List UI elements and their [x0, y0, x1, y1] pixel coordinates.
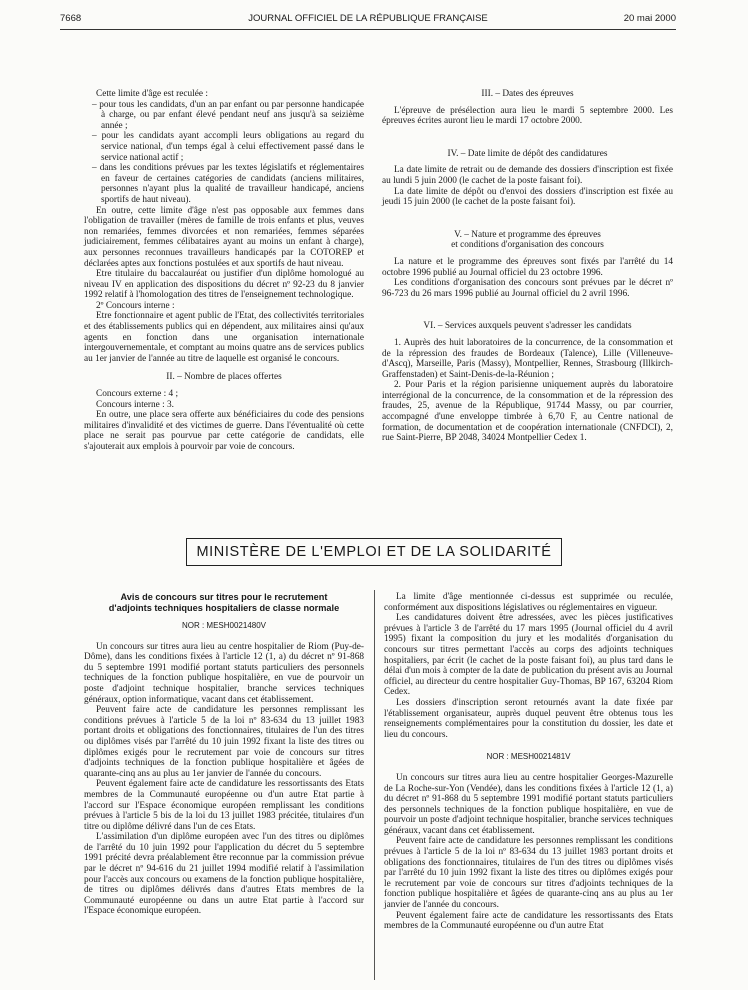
paragraph: Peuvent faire acte de candidature les personnes remplissant les conditions prévues à l'article 5 de la loi nº 83-634 du 13 juillet 1983 portant droits et obligations des fonctionnaires, titulaires de l'un des titres ou diplômes visés par l'arrêté du 10 juin 1992 fixant la liste des titres ou diplômes exigés pour le recrutement par voie de concours sur titres d'adjoints techniques de la fonction publique hospitalière et âgées de quarante-cinq ans au plus au 1er janvier de l'année du concours. [84, 705, 364, 779]
section-heading: IV. – Date limite de dépôt des candidatures [447, 148, 608, 159]
paragraph: Les dossiers d'inscription seront retournés avant la date fixée par l'établissement organisateur, auprès duquel peuvent être obtenus tous les renseignements complémentaires pour la constitution du dossier, les date et lieu du concours. [384, 697, 673, 740]
paragraph: Etre titulaire du baccalauréat ou justifier d'un diplôme homologué au niveau IV en application des dispositions du décret nº 92-23 du 8 janvier 1992 relatif à l'homologation des titres de l'enseignement technologique. [84, 269, 364, 301]
paragraph: L'épreuve de présélection aura lieu le mardi 5 septembre 2000. Les épreuves écrites auront lieu le mardi 17 octobre 2000. [382, 105, 673, 127]
list-item: – dans les conditions prévues par les textes législatifs et réglementaires en faveur de certaines catégories de candidats (anciens militaires, personnes n'ayant plus la qualité de travailleur handicapé, anciens sportifs de haut niveau). [92, 163, 364, 205]
nor-reference: NOR : MESH0021480V [181, 621, 267, 630]
top-left-column [84, 89, 364, 453]
section-heading: III. – Dates des épreuves [481, 89, 574, 99]
paragraph: Les candidatures doivent être adressées, avec les pièces justificatives prévues à l'article 3 de l'arrêté du 17 mars 1995 (Journal officiel du 4 avril 1995) fixant la composition du jury et les modalités d'organisation du concours sur titres permettant l'accès au corps des adjoints techniques hospitaliers, par écrit (le cachet de la poste faisant foi), au plus tard dans le délai d'un mois à compter de la date de publication du présent avis au Journal officiel, au directeur du centre hospitalier Guy-Thomas, BP 167, 63204 Riom Cedex. [384, 613, 673, 698]
bottom-right-column [384, 592, 673, 932]
section-heading: II. – Nombre de places offertes [166, 372, 282, 383]
paragraph: Concours externe : 4 ; [96, 389, 179, 400]
paragraph: Peuvent également faire acte de candidature les ressortissants des Etats membres de la Communauté européenne ou d'un autre Etat [384, 910, 673, 932]
paragraph: Un concours sur titres aura lieu au centre hospitalier Georges-Mazurelle de La Roche-sur-Yon (Vendée), dans les conditions fixées à l'article 12 (1, a) du décret nº 91-868 du 5 septembre 1991 modifié portant statuts particuliers des personnels techniques de la fonction publique hospitalière, en vue de pourvoir un poste d'adjoint technique hospitalier, branche services techniques généraux, vacant dans cet établissement. [384, 772, 673, 836]
page-header [60, 14, 676, 28]
top-right-column [382, 89, 673, 444]
notice-title: d'adjoints techniques hospitaliers de classe normale [108, 602, 340, 613]
section-heading: V. – Nature et programme des épreuves [454, 229, 601, 240]
ministry-title-box: MINISTÈRE DE L'EMPLOI ET DE LA SOLIDARITÉ [186, 538, 562, 566]
section-heading: et conditions d'organisation des concours [451, 240, 604, 251]
paragraph: L'assimilation d'un diplôme européen avec l'un des titres ou diplômes de l'arrêté du 10 juin 1992 pour l'application du décret du 5 septembre 1991 précité devra préalablement être reconnue par la commission prévue par le décret nº 94-616 du 21 juillet 1994 modifié relatif à l'assimilation pour l'accès aux concours ou examens de la fonction publique hospitalière, de titres ou diplômes délivrés dans d'autres Etats membres de la Communauté européenne ou dans un autre Etat partie à l'accord sur l'Espace économique européen. [84, 832, 364, 917]
paragraph: Les conditions d'organisation des concours sont prévues par le décret nº 96-723 du 26 mars 1996 publié au Journal officiel du 2 avril 1996. [382, 278, 673, 299]
paragraph: Concours interne : 3. [96, 399, 174, 410]
paragraph: En outre, cette limite d'âge n'est pas opposable aux femmes dans l'obligation de travailler (mères de famille de trois enfants et plus, veuves non remariées, femmes divorcées et non remariées, femmes séparées judiciairement, femmes célibataires ayant au moins un enfant à charge), aux personnes reconnues travailleurs handicapés par la COTOREP et déclarées aptes aux fonctions postulées et aux sportifs de haut niveau. [84, 205, 364, 269]
paragraph: 1. Auprès des huit laboratoires de la concurrence, de la consommation et de la répression des fraudes de Bordeaux (Talence), Lille (Villeneuve-d'Ascq), Marseille, Paris (Massy), Montpellier, Rennes, Strasbourg (Illkirch-Graffenstaden) et Saint-Denis-de-la-Réunion ; [382, 337, 673, 380]
paragraph: La date limite de retrait ou de demande des dossiers d'inscription est fixée au lundi 5 juin 2000 (le cachet de la poste faisant foi). [382, 165, 673, 186]
nor-reference: NOR : MESH0021481V [486, 752, 571, 762]
issue-date: 20 mai 2000 [623, 13, 676, 24]
paragraph: La nature et le programme des épreuves sont fixés par l'arrêté du 14 octobre 1996 publié au Journal officiel du 23 octobre 1996. [382, 256, 673, 278]
paragraph: Etre fonctionnaire et agent public de l'Etat, des collectivités territoriales et des établissements publics qui en dépendent, aux militaires ainsi qu'aux agents en fonction dans une organisation internationale intergouvernementale, et comptant au moins quatre ans de services publics au 1er janvier de l'année au titre de laquelle est organisé le concours. [84, 311, 364, 364]
bottom-left-column [84, 592, 364, 917]
paragraph: La date limite de dépôt ou d'envoi des dossiers d'inscription est fixée au jeudi 15 juin 2000 (le cachet de la poste faisant foi). [382, 186, 673, 208]
paragraph: En outre, une place sera offerte aux bénéficiaires du code des pensions militaires d'invalidité et des victimes de guerre. Dans l'éventualité où cette place ne serait pas pourvue par cette catégorie de candidats, elle s'ajouterait aux emplois à pourvoir par voie de concours. [84, 410, 364, 452]
list-item: – pour tous les candidats, d'un an par enfant ou par personne handicapée à charge, ou par enfant élevé pendant neuf ans jusqu'à sa seizième année ; [92, 99, 364, 131]
list-item: – pour les candidats ayant accompli leurs obligations au regard du service national, d'un temps égal à celui effectivement passé dans le service national actif ; [92, 131, 364, 163]
paragraph: Peuvent faire acte de candidature les personnes remplissant les conditions prévues à l'article 5 de la loi nº 83-634 du 13 juillet 1983 portant droits et obligations des fonctionnaires, titulaires de l'un des titres ou diplômes visés par l'arrêté du 10 juin 1992 fixant la liste des titres ou diplômes exigés pour le recrutement par voie de concours sur titres d'adjoints techniques de la fonction publique hospitalière et âgées de quarante-cinq ans au plus au 1er janvier de l'année du concours. [384, 836, 673, 911]
paragraph: Peuvent également faire acte de candidature les ressortissants des Etats membres de la Communauté européenne ou d'un autre Etat partie à l'accord sur l'Espace économique européen remplissant les conditions prévues à l'article 5 bis de la loi du 13 juillet 1983 précitée, titulaires d'un titre ou diplôme délivré dans l'un de ces Etats. [84, 779, 364, 832]
header-rule [60, 29, 676, 30]
notice-title: Avis de concours sur titres pour le recrutement [120, 592, 328, 602]
paragraph: Un concours sur titres aura lieu au centre hospitalier de Riom (Puy-de-Dôme), dans les conditions fixées à l'article 12 (1, a) du décret nº 91-868 du 5 septembre 1991 modifié portant statuts particuliers des personnels techniques de la fonction publique hospitalière, en vue de pourvoir un poste d'adjoint technique hospitalier, branche services techniques généraux, option informatique, vacant dans cet établissement. [84, 641, 364, 705]
page-number: 7668 [60, 13, 82, 24]
section-heading: VI. – Services auxquels peuvent s'adresser les candidats [423, 321, 632, 332]
column-divider [374, 590, 375, 980]
paragraph: La limite d'âge mentionnée ci-dessus est supprimée ou reculée, conformément aux dispositions législatives ou réglementaires en vigueur. [384, 592, 673, 613]
paragraph: Cette limite d'âge est reculée : [96, 89, 208, 99]
paragraph: 2º Concours interne : [96, 300, 175, 311]
paragraph: 2. Pour Paris et la région parisienne uniquement auprès du laboratoire interrégional de la concurrence, de la consommation et de la répression des fraudes, 25, avenue de la République, 91744 Massy, ou par courrier, accompagné d'une enveloppe timbrée à 6,70 F, au Centre national de formation, de documentation et de coopération internationale (CNFDCI), 2, rue Saint-Pierre, BP 2048, 34024 Montpellier Cedex 1. [382, 380, 673, 444]
journal-title: JOURNAL OFFICIEL DE LA RÉPUBLIQUE FRANÇAISE [248, 13, 488, 24]
